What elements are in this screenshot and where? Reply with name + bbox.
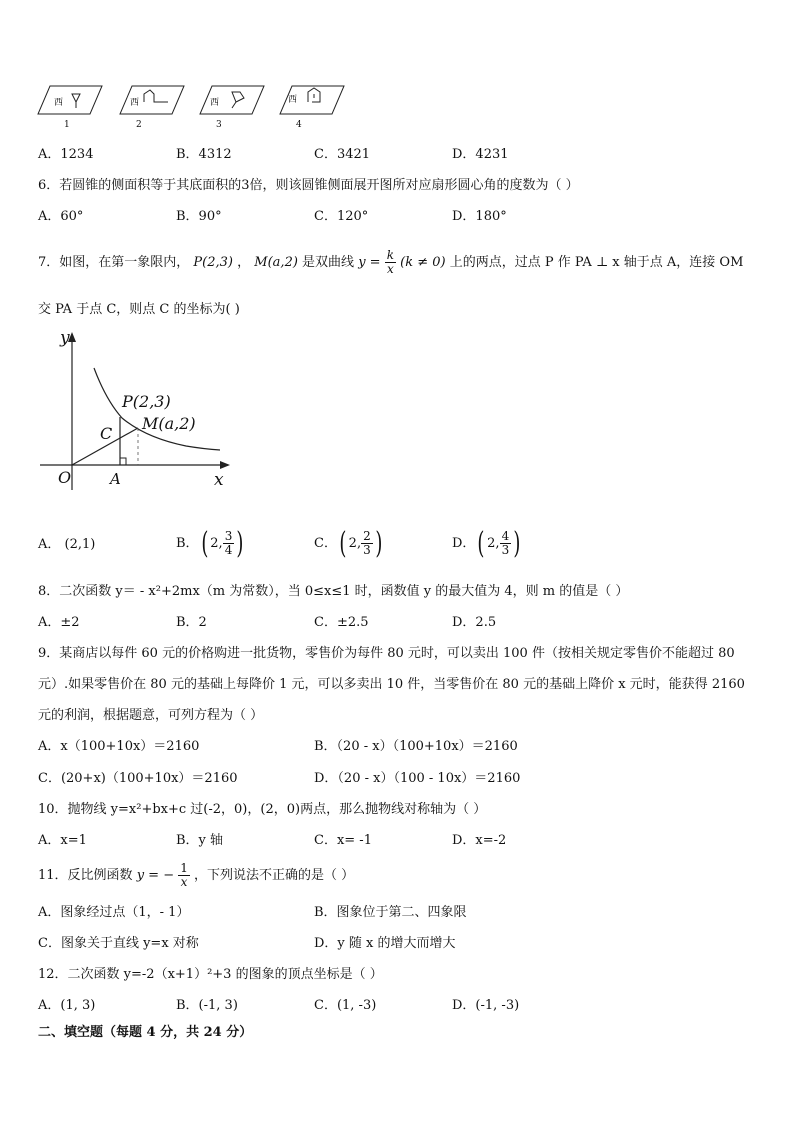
q11-stem-a: 11．反比例函数: [38, 868, 133, 883]
q11-stem: [38, 858, 354, 894]
q7-y-eq: y =: [358, 255, 381, 270]
q7-fraction: [385, 249, 396, 276]
q7-stem-line2: 交 PA 于点 C，则点 C 的坐标为( ): [38, 302, 240, 317]
q7-option-b-label: B．: [176, 536, 199, 551]
q7-option-b-den: 4: [224, 543, 233, 557]
q7-label-x: x: [214, 470, 224, 490]
q12-option-a[interactable]: A．(1, 3): [38, 998, 96, 1013]
q7-stem-c: 上的两点，过点 P 作 PA ⊥ x 轴于点 A，连接 OM: [449, 255, 744, 270]
q7-option-c-num: 2: [363, 529, 371, 543]
q7-option-d[interactable]: D．( 2, $\frac{4}{3}$ ): [452, 525, 521, 561]
q5-option-b[interactable]: B．4312: [176, 147, 232, 162]
q5-option-d[interactable]: D．4231: [452, 147, 509, 162]
q8-option-c[interactable]: C．±2.5: [314, 615, 369, 630]
q7-label-p: P(2,3): [122, 392, 171, 411]
q12-option-b[interactable]: B．(-1, 3): [176, 998, 238, 1013]
q10-option-b[interactable]: B．y 轴: [176, 833, 224, 848]
q7-option-d-num: 4: [501, 529, 510, 543]
q6-option-d[interactable]: D．180°: [452, 209, 507, 224]
q11-y-eq: y = −: [136, 868, 175, 883]
figure-2-west: 西: [130, 98, 140, 108]
q11-option-d[interactable]: D．y 随 x 的增大而增大: [314, 936, 456, 951]
q9-option-a[interactable]: A．x（100+10x）＝2160: [38, 739, 200, 754]
q7-option-c[interactable]: C．( 2, $\frac{2}{3}$ ): [314, 525, 383, 561]
figure-3-west: 西: [210, 98, 220, 108]
q7-comma: ，: [237, 255, 251, 270]
q7-option-d-label: D．: [452, 536, 476, 551]
q11-stem-b: ，下列说法不正确的是（ ）: [194, 868, 355, 883]
figure-strip: [36, 80, 356, 136]
q7-option-c-den: 3: [363, 543, 371, 557]
q9-option-b[interactable]: B．（20 - x）（100+10x）＝2160: [314, 739, 518, 754]
q9-option-c[interactable]: C．(20+x)（100+10x）＝2160: [38, 771, 238, 786]
q7-condition: (k ≠ 0): [400, 255, 446, 270]
q7-option-b-num: 3: [224, 529, 233, 543]
q8-stem: 8．二次函数 y＝ - x²+2mx（m 为常数），当 0≤x≤1 时，函数值 y 的最大值为 4，则 m 的值是（ ）: [38, 584, 629, 599]
q7-option-c-int: 2,: [348, 536, 362, 551]
figure-1: [38, 86, 102, 114]
q9-stem-line1: 9．某商店以每件 60 元的价格购进一批货物，零售价为每件 80 元时，可以卖出 100 件（按相关规定零售价不能超过 80: [38, 646, 735, 661]
figure-4-west: 西: [288, 95, 298, 105]
figure-4-caption: 4: [296, 120, 302, 130]
q6-stem: 6．若圆锥的侧面积等于其底面积的3倍，则该圆锥侧面展开图所对应扇形圆心角的度数为（ ）: [38, 178, 579, 193]
q8-option-a[interactable]: A．±2: [38, 615, 80, 630]
q7-label-y: y: [60, 328, 70, 348]
q7-stem-a: 7．如图，在第一象限内，: [38, 255, 190, 270]
q6-option-c[interactable]: C．120°: [314, 209, 369, 224]
q11-option-a[interactable]: A．图象经过点（1，- 1）: [38, 905, 190, 920]
q7-option-d-int: 2,: [487, 536, 500, 551]
q11-frac-num: 1: [180, 861, 188, 875]
q7-option-b[interactable]: B．( 2, $\frac{3}{4}$ ): [176, 525, 244, 561]
section-heading-fill-in: 二、填空题（每题 4 分，共 24 分）: [38, 1025, 253, 1040]
q12-stem: 12．二次函数 y=-2（x+1）²+3 的图象的顶点坐标是（ ）: [38, 967, 383, 982]
q7-graph: [36, 328, 246, 496]
q7-right-angle: [120, 458, 126, 465]
q7-point-m: M(a,2): [254, 255, 298, 270]
q7-x-arrow-icon: [220, 461, 230, 469]
q12-option-c[interactable]: C．(1, -3): [314, 998, 377, 1013]
q8-option-d[interactable]: D．2.5: [452, 615, 497, 630]
q7-label-c: C: [100, 424, 113, 443]
q7-option-c-label: C．: [314, 536, 337, 551]
q11-option-b[interactable]: B．图象位于第二、四象限: [314, 905, 467, 920]
q11-frac-den: x: [180, 875, 188, 889]
figure-1-caption: 1: [64, 120, 70, 130]
q8-option-b[interactable]: B．2: [176, 615, 207, 630]
q7-option-d-den: 3: [501, 543, 510, 557]
q7-frac-den: x: [386, 262, 394, 276]
q10-stem: 10．抛物线 y=x²+bx+c 过(-2，0)，(2，0)两点，那么抛物线对称轴为（ ）: [38, 802, 487, 817]
q7-label-m: M(a,2): [142, 414, 196, 433]
q7-stem-b: 是双曲线: [302, 255, 355, 270]
q7-point-p: P(2,3): [193, 255, 233, 270]
q7-option-a-value: (2,1): [64, 537, 96, 552]
q10-option-d[interactable]: D．x=-2: [452, 833, 507, 848]
q6-option-b[interactable]: B．90°: [176, 209, 222, 224]
q7-frac-num: k: [386, 248, 394, 262]
q10-option-a[interactable]: A．x=1: [38, 833, 87, 848]
figure-strip-svg: [36, 80, 356, 136]
figure-3-caption: 3: [216, 120, 222, 130]
q11-option-c[interactable]: C．图象关于直线 y=x 对称: [38, 936, 199, 951]
q11-fraction: [178, 862, 190, 889]
figure-2-caption: 2: [136, 120, 142, 130]
q10-option-c[interactable]: C．x= -1: [314, 833, 372, 848]
q5-option-a[interactable]: A．1234: [38, 147, 94, 162]
q9-stem-line2: 元）.如果零售价在 80 元的基础上每降价 1 元，可以多卖出 10 件，当零售价在 80 元的基础上降价 x 元时，能获得 2160: [38, 677, 745, 692]
q7-label-o: O: [58, 468, 72, 487]
q9-option-d[interactable]: D．（20 - x）（100 - 10x）＝2160: [314, 771, 521, 786]
q5-option-c[interactable]: C．3421: [314, 147, 371, 162]
q7-option-a-label: A．: [38, 537, 61, 552]
figure-1-west: 西: [54, 98, 64, 108]
q7-option-b-int: 2,: [210, 536, 223, 551]
q6-option-a[interactable]: A．60°: [38, 209, 84, 224]
q9-stem-line3: 元的利润，根据题意，可列方程为（ ）: [38, 708, 264, 723]
q7-option-a[interactable]: [38, 528, 95, 562]
q12-option-d[interactable]: D．(-1, -3): [452, 998, 520, 1013]
q7-label-a: A: [110, 470, 121, 488]
q7-stem-line1: [38, 245, 743, 281]
